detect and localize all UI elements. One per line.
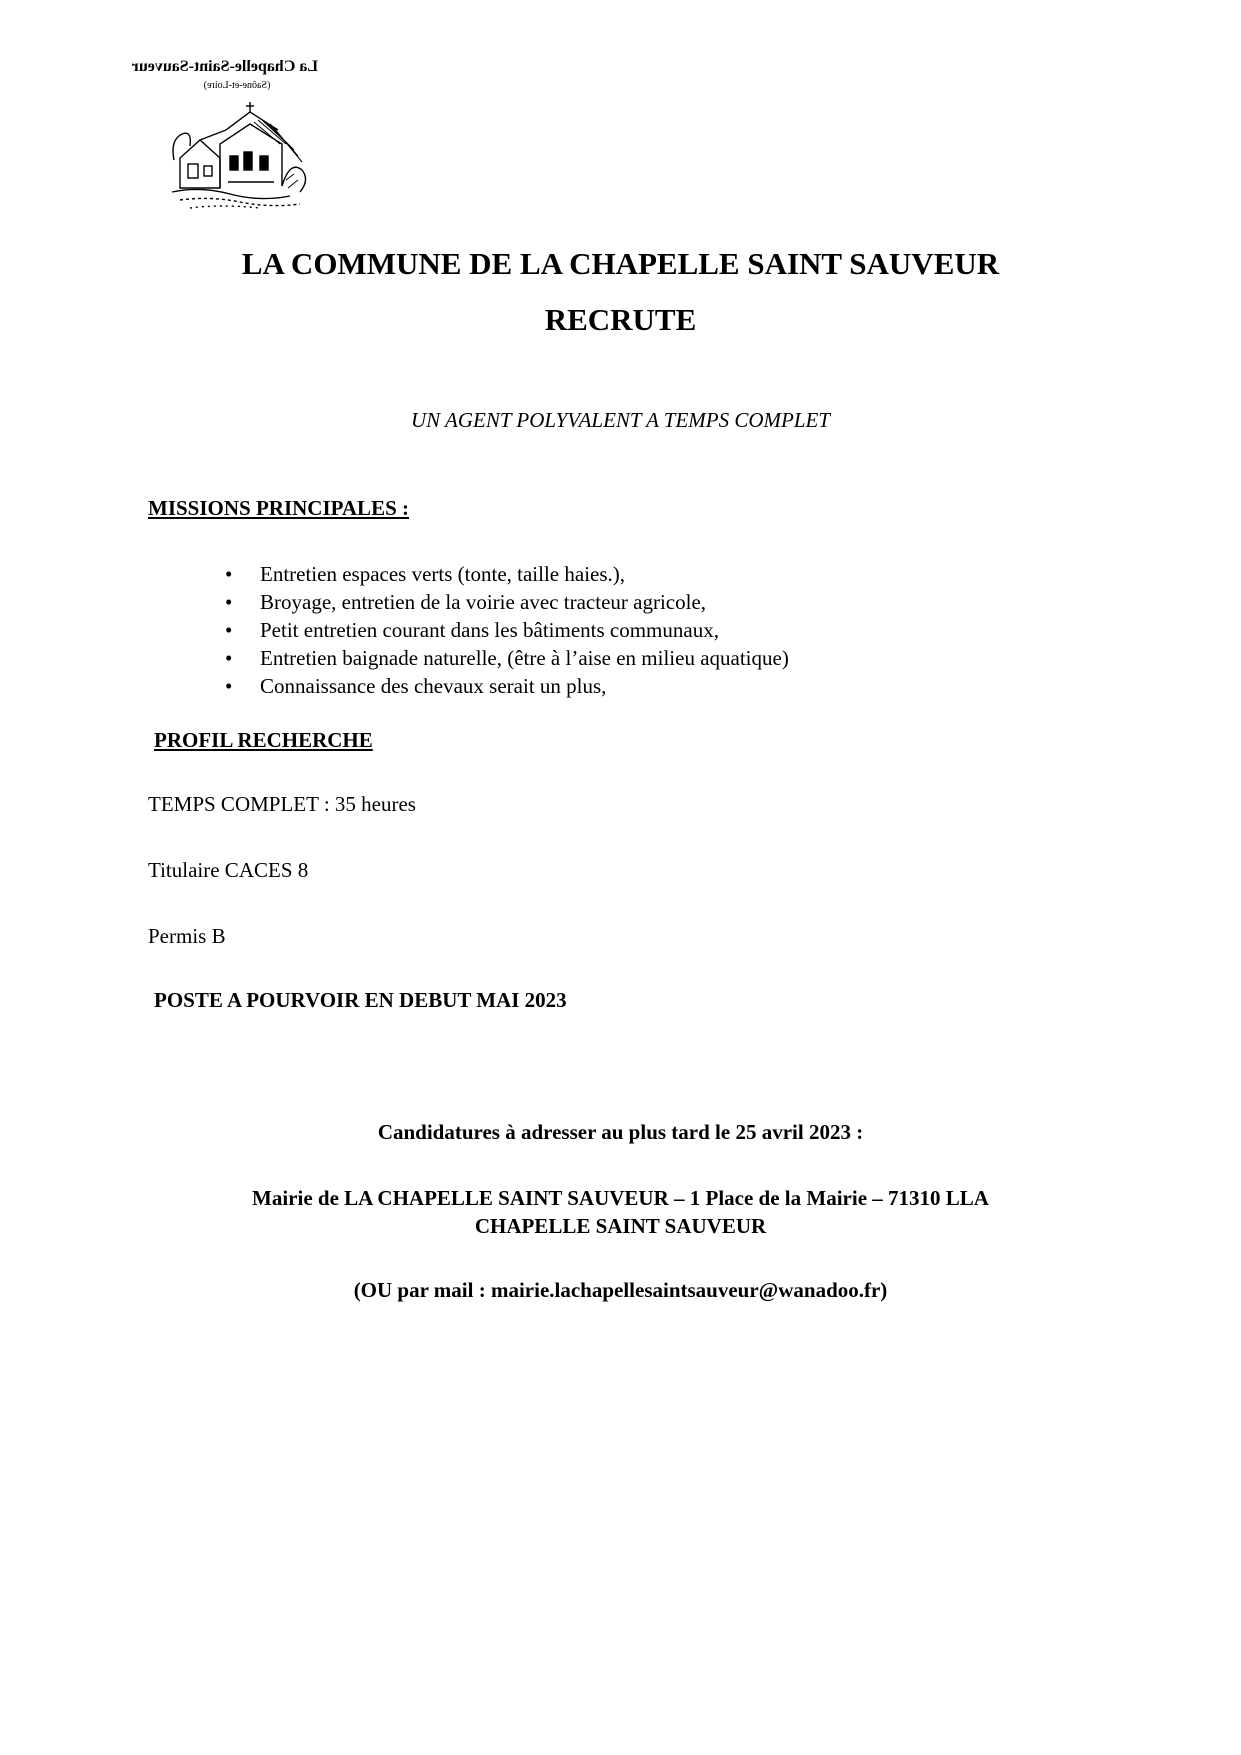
mission-item: • Petit entretien courant dans les bâtiments communaux, xyxy=(225,616,789,644)
page-title-recrute: RECRUTE xyxy=(544,302,697,337)
logo-name: La Chapelle-Saint-Sauveur xyxy=(131,58,318,75)
application-deadline: Candidatures à adresser au plus tard le 25 avril 2023 : xyxy=(377,1120,864,1144)
logo-region: (Saône-et-Loire) xyxy=(203,80,271,91)
start-date: POSTE A POURVOIR EN DEBUT MAI 2023 xyxy=(154,988,567,1012)
profile-heading: PROFIL RECHERCHE xyxy=(154,728,373,752)
missions-heading: MISSIONS PRINCIPALES : xyxy=(148,496,409,520)
missions-list xyxy=(225,560,789,700)
church-illustration-icon xyxy=(170,100,310,212)
profile-certification: Titulaire CACES 8 xyxy=(148,858,309,882)
application-address-line2: CHAPELLE SAINT SAUVEUR xyxy=(474,1214,767,1238)
page-title: LA COMMUNE DE LA CHAPELLE SAINT SAUVEUR xyxy=(241,246,1000,281)
profile-hours: TEMPS COMPLET : 35 heures xyxy=(148,792,416,816)
mission-item: • Entretien baignade naturelle, (être à l’aise en milieu aquatique) xyxy=(225,644,789,672)
application-address-line1: Mairie de LA CHAPELLE SAINT SAUVEUR – 1 Place de la Mairie – 71310 LLA xyxy=(252,1186,989,1210)
profile-license: Permis B xyxy=(148,924,226,948)
mission-item: • Broyage, entretien de la voirie avec tracteur agricole, xyxy=(225,588,789,616)
commune-logo xyxy=(131,52,325,212)
mission-item: • Entretien espaces verts (tonte, taille haies.), xyxy=(225,560,789,588)
application-email: (OU par mail : mairie.lachapellesaintsauveur@wanadoo.fr) xyxy=(353,1278,888,1302)
mission-item: • Connaissance des chevaux serait un plus, xyxy=(225,672,789,700)
position-title: UN AGENT POLYVALENT A TEMPS COMPLET xyxy=(410,408,831,432)
